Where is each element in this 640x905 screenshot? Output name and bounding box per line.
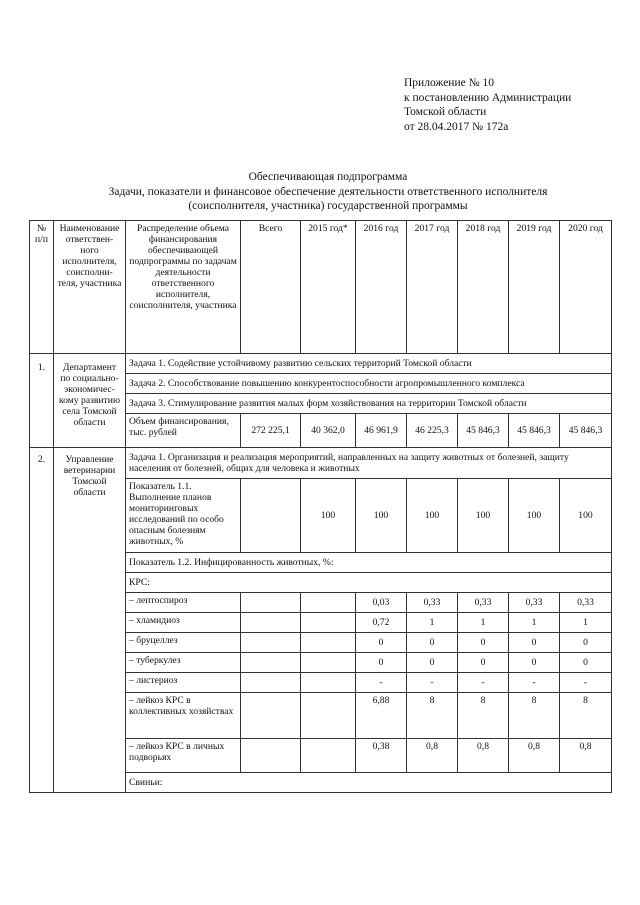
table-row [30,354,612,374]
financing-2018: 45 846,3 [458,414,509,448]
row-value [241,673,301,693]
row-value [301,633,356,653]
row-value: 0,8 [458,739,509,773]
header-distribution: Распределение объема финансирования обеспечивающей подпрограммы по задачам деятельности ответственного исполнителя, соисполнителя, участника [126,221,241,354]
indicator-value: 100 [407,479,458,553]
row-value: 0,33 [509,593,560,613]
financing-2019: 45 846,3 [509,414,560,448]
table-header-row [30,221,612,354]
indicator-value: 100 [301,479,356,553]
row-label: – лейкоз КРС в личных подворьях [126,739,241,773]
appendix-line: Томской области [404,106,487,118]
category-label: Свиньи: [126,773,612,793]
row-value [241,653,301,673]
row-value [301,693,356,739]
row-label: – хламидиоз [126,613,241,633]
row-value: 0,8 [509,739,560,773]
appendix-line: от 28.04.2017 № 172а [404,120,509,133]
indicator-value: 100 [509,479,560,553]
row-value [241,693,301,739]
section-executor: Департамент по социально-экономичес-кому развитию села Томской области [54,354,126,448]
indicator-label: Показатель 1.1. Выполнение планов мониторинговых исследований по особо опасным болезням животных, % [126,479,241,553]
row-value: 8 [458,693,509,739]
financing-2017: 46 225,3 [407,414,458,448]
appendix-line: Приложение № 10 [404,77,494,89]
title-line: Обеспечивающая подпрограмма [248,171,408,183]
row-value: 0 [560,633,612,653]
row-value: 1 [560,613,612,633]
row-value: 0 [458,653,509,673]
row-value: 0 [509,633,560,653]
row-value [241,593,301,613]
row-value: 0,8 [560,739,612,773]
header-total: Всего [241,221,301,354]
row-value: 0 [509,653,560,673]
financing-total: 272 225,1 [241,414,301,448]
appendix-block [404,76,571,134]
row-value: 8 [509,693,560,739]
row-value: 0 [356,653,407,673]
indicator-value: 100 [356,479,407,553]
row-value [241,739,301,773]
row-value [301,673,356,693]
row-value [301,739,356,773]
header-num: № п/п [30,221,54,354]
row-value: 0,33 [407,593,458,613]
row-value: - [458,673,509,693]
row-label: – лептоспироз [126,593,241,613]
row-value: 8 [407,693,458,739]
task-label: Задача 3. Стимулирование развития малых форм хозяйствования на территории Томской области [126,394,612,414]
header-2015: 2015 год* [301,221,356,354]
title-line: (соисполнителя, участника) государственной программы [188,200,468,212]
row-label: – туберкулез [126,653,241,673]
row-value [301,653,356,673]
section-executor: Управление ветеринарии Томской области [54,448,126,793]
header-2017: 2017 год [407,221,458,354]
row-value: 8 [560,693,612,739]
category-label: КРС: [126,573,612,593]
row-value: 1 [509,613,560,633]
row-value: 6,88 [356,693,407,739]
row-value: 0 [407,653,458,673]
section-num: 1. [30,354,54,448]
row-value: 0,72 [356,613,407,633]
table-row [30,448,612,479]
title-line: Задачи, показатели и финансовое обеспечение деятельности ответственного исполнителя [108,185,548,198]
financing-label: Объем финансирования, тыс. рублей [126,414,241,448]
financing-2016: 46 961,9 [356,414,407,448]
row-value: 0,33 [560,593,612,613]
indicator-value [241,479,301,553]
row-value: 0,33 [458,593,509,613]
row-value [301,613,356,633]
document-title [34,170,622,214]
header-executor: Наименование ответствен-ного исполнителя, соисполни-теля, участника [54,221,126,354]
task-label: Задача 1. Организация и реализация мероприятий, направленных на защиту животных от болезней, защиту населения от болезней, общих для человека и животных [126,448,612,479]
row-value: - [509,673,560,693]
indicator-value: 100 [560,479,612,553]
row-value: 0 [356,633,407,653]
task-label: Задача 2. Способствование повышению конкурентоспособности агропромышленного комплекса [126,374,612,394]
header-2018: 2018 год [458,221,509,354]
row-value: 0 [560,653,612,673]
row-label: – лейкоз КРС в коллективных хозяйствах [126,693,241,739]
section-num: 2. [30,448,54,793]
row-value: 0 [407,633,458,653]
indicator-value: 100 [458,479,509,553]
row-value: 1 [458,613,509,633]
row-label: – бруцеллез [126,633,241,653]
row-value [241,613,301,633]
row-value: - [356,673,407,693]
appendix-line: к постановлению Администрации [404,91,572,104]
row-value: 1 [407,613,458,633]
row-value: 0,03 [356,593,407,613]
financing-2020: 45 846,3 [560,414,612,448]
row-value [301,593,356,613]
row-value: 0 [458,633,509,653]
row-label: – листериоз [126,673,241,693]
program-table [29,220,612,793]
row-value: 0,38 [356,739,407,773]
header-2020: 2020 год [560,221,612,354]
header-2016: 2016 год [356,221,407,354]
row-value: - [560,673,612,693]
row-value: 0,8 [407,739,458,773]
row-value [241,633,301,653]
indicator-heading: Показатель 1.2. Инфицированность животных, %: [126,553,612,573]
header-2019: 2019 год [509,221,560,354]
task-label: Задача 1. Содействие устойчивому развитию сельских территорий Томской области [126,354,612,374]
financing-2015: 40 362,0 [301,414,356,448]
row-value: - [407,673,458,693]
